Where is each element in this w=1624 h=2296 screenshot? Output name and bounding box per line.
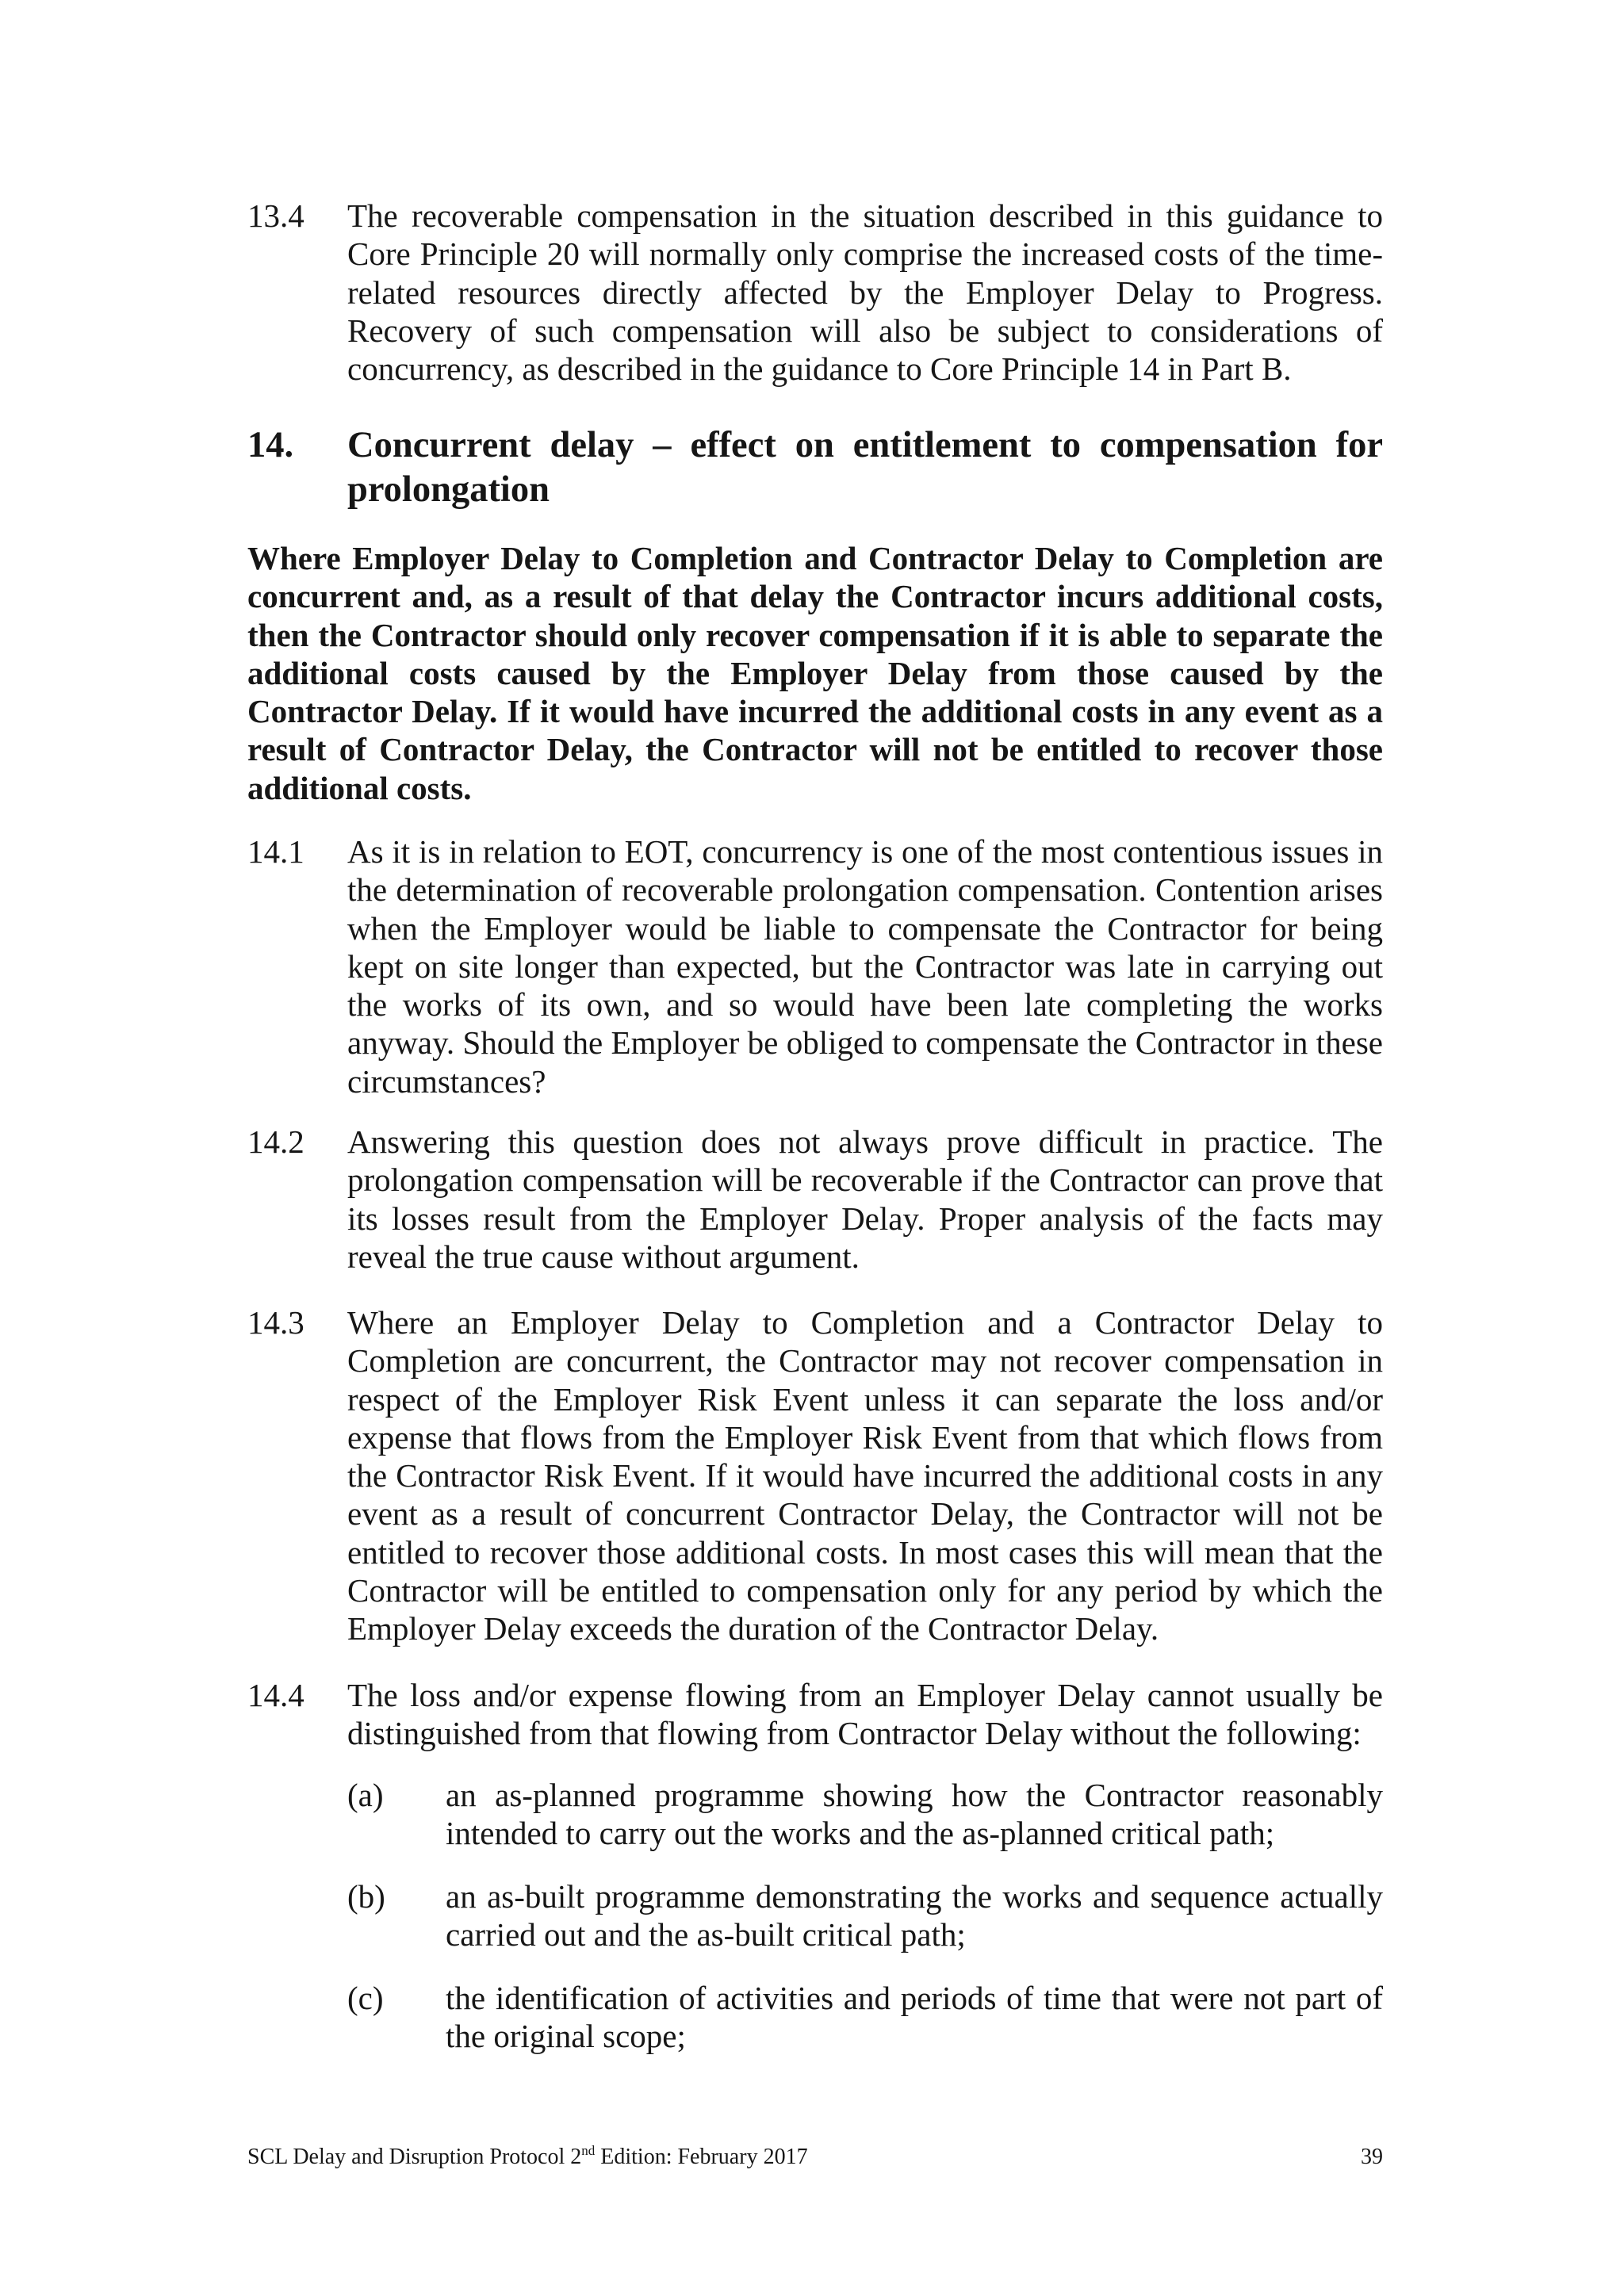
paragraph-number: 14.2 [247, 1123, 304, 1160]
paragraph-number: 14.3 [247, 1304, 304, 1341]
footer-title: SCL Delay and Disruption Protocol 2nd Edition: February 2017 [247, 2143, 808, 2169]
paragraph-text: The loss and/or expense flowing from an Employer Delay cannot usually be distinguished from that flowing from Contractor Delay without the following: [347, 1677, 1383, 1752]
core-principle: Where Employer Delay to Completion and Contractor Delay to Completion are concurrent and, as a result of that delay the Contractor incurs additional costs, then the Contractor should only recover compensation if it is able to separate the additional costs caused by the Employer Delay from those caused by the Contractor Delay. If it would have incurred the additional costs in any event as a result of Contractor Delay, the Contractor will not be entitled to recover those additional costs. [247, 540, 1383, 806]
paragraph-text: Where an Employer Delay to Completion and a Contractor Delay to Completion are concurrent, the Contractor may not recover compensation in respect of the Employer Risk Event unless it can separate the loss and/or expense that flows from the Employer Risk Event from that which flows from the Contractor Risk Event. If it would have incurred the additional costs in any event as a result of concurrent Contractor Delay, the Contractor will not be entitled to recover those additional costs. In most cases this will mean that the Contractor will be entitled to compensation only for any period by which the Employer Delay exceeds the duration of the Contractor Delay. [347, 1304, 1383, 1647]
paragraph-14-3 [247, 1303, 1383, 1648]
paragraph-14-2 [247, 1123, 1383, 1276]
section-title: Concurrent delay – effect on entitlement to compensation for prolongation [347, 425, 1383, 510]
list-item-text: an as-built programme demonstrating the works and sequence actually carried out and the as-built critical path; [446, 1878, 1383, 1954]
paragraph-number: 13.4 [247, 197, 304, 234]
paragraph-13-4 [247, 197, 1383, 388]
paragraph-number: 14.1 [247, 833, 304, 870]
list-item-text: the identification of activities and periods of time that were not part of the original scope; [446, 1980, 1383, 2055]
paragraph-text: As it is in relation to EOT, concurrency is one of the most contentious issues in the determination of recoverable prolongation compensation. Contention arises when the Employer would be liable to compensate the Contractor for being kept on site longer than expected, but the Contractor was late in carrying out the works of its own, and so would have been late completing the works anyway. Should the Employer be obliged to compensate the Contractor in these circumstances? [347, 833, 1383, 1100]
section-number: 14. [247, 425, 294, 465]
list-item-a [347, 1776, 1383, 1853]
list-item-label: (b) [347, 1878, 385, 1915]
list-item-label: (a) [347, 1777, 384, 1813]
section-heading [247, 423, 1383, 512]
paragraph-14-1 [247, 832, 1383, 1100]
list-item-text: an as-planned programme showing how the Contractor reasonably intended to carry out the works and the as-planned critical path; [446, 1777, 1383, 1852]
page-number: 39 [1361, 2145, 1383, 2169]
paragraph-text: The recoverable compensation in the situation described in this guidance to Core Principle 20 will normally only comprise the increased costs of the time-related resources directly affected by the Employer Delay to Progress. Recovery of such compensation will also be subject to considerations of concurrency, as described in the guidance to Core Principle 14 in Part B. [347, 197, 1383, 388]
list-item-label: (c) [347, 1980, 384, 2016]
paragraph-text: Answering this question does not always prove difficult in practice. The prolongation compensation will be recoverable if the Contractor can prove that its losses result from the Employer Delay. Proper analysis of the facts may reveal the true cause without argument. [347, 1123, 1383, 1275]
list-item-b [347, 1877, 1383, 1954]
paragraph-number: 14.4 [247, 1677, 304, 1713]
list-item-c [347, 1979, 1383, 2056]
paragraph-14-4 [247, 1676, 1383, 1753]
